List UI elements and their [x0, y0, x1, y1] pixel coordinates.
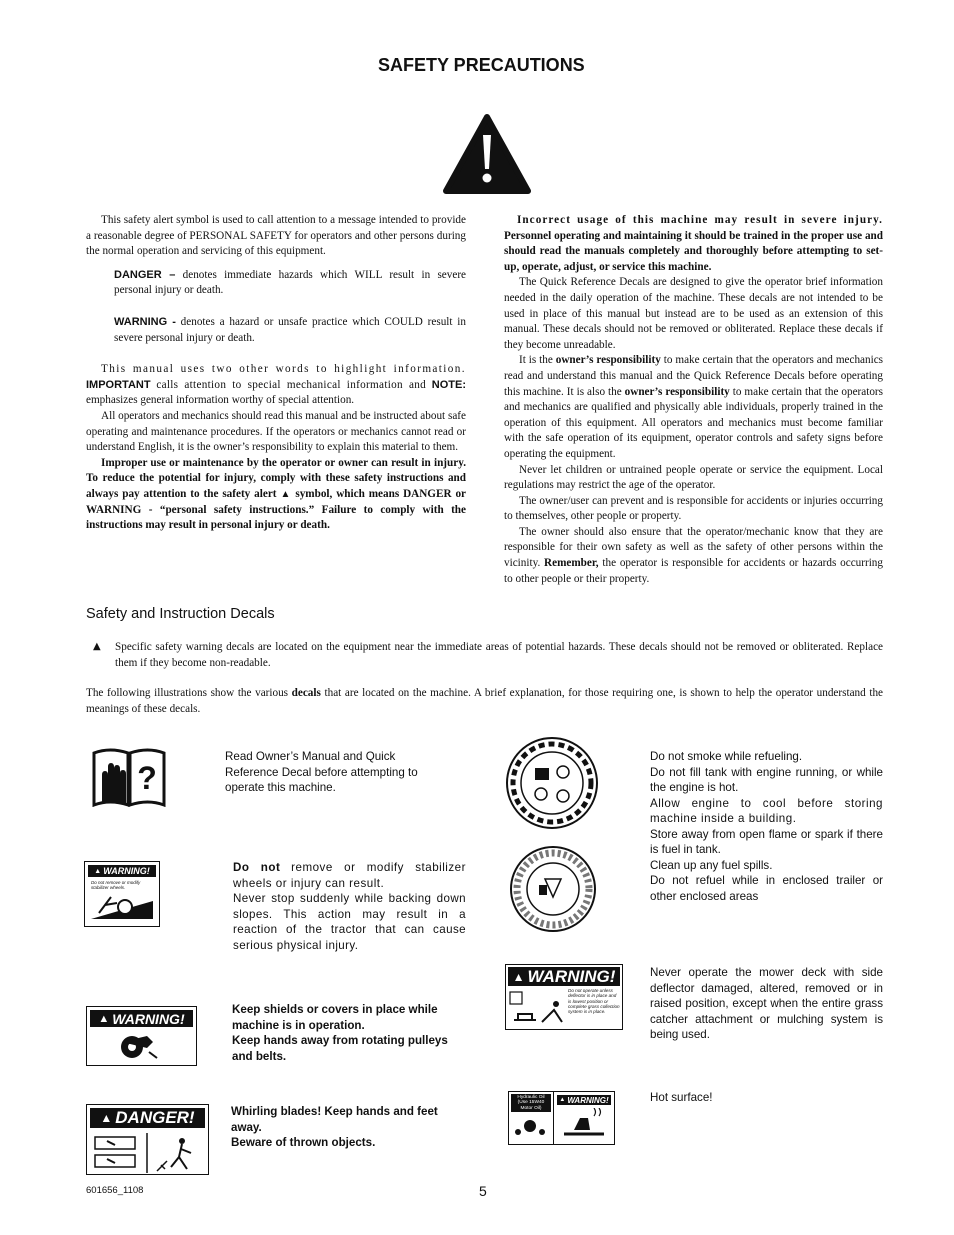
deflector-decal-text: Never operate the mower deck with side deflector damaged, altered, removed or in raised position, except when the entire grass catcher attachment or mulching system is being used. [650, 966, 883, 1041]
stabilizer-decal-text: Do not remove or modify stabilizer wheels or injury can result. Never stop suddenly while backing down slopes. This action may result in a reaction of the tractor that can cause serious physical injury. [233, 861, 466, 952]
owner-responsibility-paragraph: It is the owner’s responsibility to make certain that the operators and mechanics read and understand this manual and the Quick Reference Decals before operating this machine. It is also the owner’s responsibility to make certain that the operators and mechanics are qualified and physically able individuals, properly trained in the operation of this equipment. All operators and mechanics must become familiar with the safe operation of its equipment, operator controls and safety signs before operating the equipment. [504, 354, 884, 460]
alert-icon: ▲ [512, 969, 525, 984]
decals-intro: The following illustrations show the various decals that are located on the machine. A brief explanation, for those requiring one, is shown to help the operator understand the meanings of these decals. [86, 687, 884, 715]
decals-heading: Safety and Instruction Decals [86, 606, 275, 622]
hot-surface-decal-body [509, 1092, 614, 1144]
stabilizer-warning-bar: ▲ WARNING! [88, 865, 156, 877]
oil-icon [509, 1114, 551, 1138]
manual-decal-image [90, 745, 168, 807]
warning-definition: WARNING - denotes a hazard or unsafe practice which COULD result in severe personal injury or death. [114, 315, 467, 344]
improper-use-paragraph: Improper use or maintenance by the operator or owner can result in injury. To reduce the potential for injury, comply with these safety instructions and always pay attention to the safety alert ▲ symbol, which means DANGER or WARNING - “personal safety instructions.” Failure to comply with the instructions may result in personal injury or death. [86, 456, 466, 532]
operator-safety-paragraph: The owner should also ensure that the operator/mechanic know that they are responsible for their own safety as well as the safety of other persons within the vicinity. Remember, the operator is responsible for accidents or hazards occurring to other people or their property. [504, 525, 883, 585]
alert-icon: ▲ [94, 867, 102, 875]
pulley-hand-icon [87, 1030, 192, 1064]
deflector-small-text: Do not operate unless deflector is in place and is lowest position or complete grass collection system is in place. [568, 988, 620, 1015]
thrown-objects-icon [87, 1131, 206, 1175]
incorrect-usage-paragraph: Incorrect usage of this machine may result in severe injury. Personnel operating and maintaining it should be trained in the proper use and should read the manuals completely and thoroughly before attempting to set-up, operate, adjust, or service this machine. [504, 214, 883, 273]
shields-decal-image [86, 1006, 197, 1066]
alert-icon: ▲ [559, 1097, 566, 1103]
open-book-icon [90, 745, 168, 807]
decals-bullet-text: Specific safety warning decals are located on the equipment near the immediate areas of potential hazards. These decals should not be removed or obliterated. Replace them if they become non-readable. [115, 641, 883, 669]
fuel-cap-decal-image-2 [509, 845, 597, 933]
page-title: SAFETY PRECAUTIONS [378, 55, 585, 75]
danger-bar: ▲ DANGER! [90, 1108, 205, 1128]
manual-decal-text: Read Owner’s Manual and Quick Reference Decal before attempting to operate this machine. [225, 750, 418, 794]
hot-warning-panel [554, 1092, 614, 1144]
hydraulic-panel [509, 1092, 554, 1144]
alert-icon: ▲ [100, 1111, 113, 1125]
highlight-words-paragraph: This manual uses two other words to highlight information. IMPORTANT calls attention to special mechanical information and NOTE: emphasizes general information worthy of special attention. [86, 363, 467, 407]
right-column [504, 213, 883, 587]
stabilizer-small-text: Do not remove or modify stabilizer wheels. [91, 880, 141, 890]
svg-text:?: ? [137, 760, 157, 796]
hot-surface-decal-image [508, 1091, 615, 1145]
tractor-slope-icon [87, 891, 157, 921]
hot-hand-icon [554, 1108, 614, 1140]
shields-decal-text: Keep shields or covers in place while machine is in operation. Keep hands away from rotating pulleys and belts. [232, 1003, 448, 1063]
alert-inline-icon: ▲ [280, 488, 292, 500]
blades-decal-text: Whirling blades! Keep hands and feet away. Beware of thrown objects. [231, 1105, 438, 1149]
page-number: 5 [479, 1183, 487, 1199]
deflector-icon [506, 988, 568, 1028]
quick-reference-paragraph: The Quick Reference Decals are designed to give the operator brief information needed in the daily operation of the machine. These decals are not intended to be used in place of this manual but instead are to be used as an extension of this manual. These decals should not be removed or obliterated. Replace these decals if they become unreadable. [504, 276, 883, 351]
fuel-decal-text: Do not smoke while refueling. Do not fill tank with engine running, or while the engine is hot. Allow engine to cool before storing machine inside a building. Store away from open flame or spark if there is fuel in tank. Clean up any fuel spills. Do not refuel while in enclosed trailer or other enclosed areas [650, 750, 883, 903]
alert-triangle-icon [442, 113, 532, 195]
stabilizer-decal-image [84, 861, 160, 927]
shields-warning-bar: ▲ WARNING! [90, 1010, 193, 1027]
hot-surface-decal-text: Hot surface! [650, 1091, 713, 1104]
hot-warning-bar: ▲ WARNING! [557, 1095, 611, 1105]
deflector-warning-bar: ▲ WARNING! [508, 967, 620, 986]
deflector-decal-image [505, 964, 623, 1030]
alert-symbol-paragraph: This safety alert symbol is used to call attention to a message intended to provide a reasonable degree of PERSONAL SAFETY for operators and other persons during the normal operation and servicing of this equipment. [86, 214, 466, 258]
blades-decal-image [86, 1104, 209, 1175]
deflector-decal-body [506, 988, 622, 1028]
alert-icon: ▲ [98, 1012, 110, 1025]
document-code: 601656_1108 [86, 1185, 144, 1196]
children-paragraph: Never let children or untrained people operate or service the equipment. Local regulations may restrict the age of the operator. [504, 463, 883, 492]
operators-paragraph: All operators and mechanics should read this manual and be instructed about safe operating and maintenance procedures. If the operators or mechanics cannot read or understand English, it is the owner’s responsibility to explain this material to them. [86, 409, 466, 454]
left-column [86, 213, 466, 534]
danger-definition: DANGER – denotes immediate hazards which WILL result in severe personal injury or death. [114, 268, 467, 297]
owner-user-paragraph: The owner/user can prevent and is responsible for accidents or injuries occurring to themselves, other people or property. [504, 494, 883, 523]
fuel-cap-icon [509, 845, 597, 933]
fuel-cap-decal-image [505, 736, 599, 830]
bullet-alert-icon: ▲ [93, 641, 101, 652]
fuel-cap-icon [505, 736, 599, 830]
hydraulic-label: Hydraulic Oil (Use 15W40 Motor Oil) [511, 1094, 551, 1112]
